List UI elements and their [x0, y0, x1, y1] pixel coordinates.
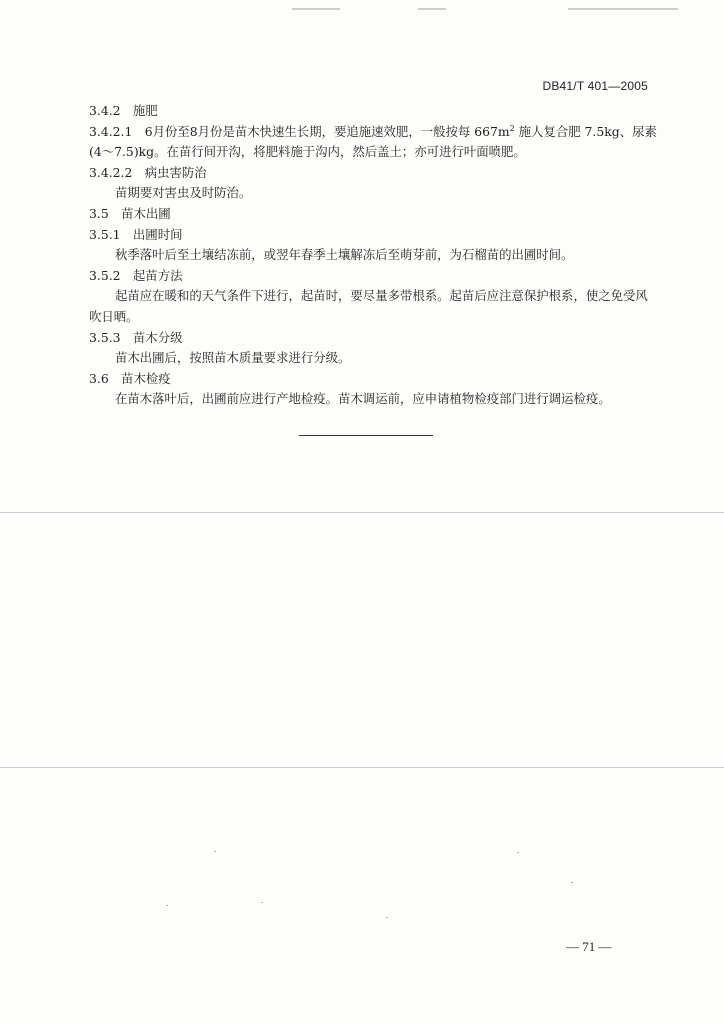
end-of-text-rule — [299, 435, 433, 436]
scan-speckle — [517, 852, 519, 853]
paragraph-3-5-1: 秋季落叶后至土壤结冻前，或翌年春季土壤解冻后至萌芽前，为石榴苗的出圃时间。 — [115, 247, 574, 263]
section-heading-3-5-3: 3.5.3 苗木分级 — [89, 329, 183, 345]
paragraph-3-4-2-1-line-1 — [89, 122, 657, 143]
scan-speckle — [571, 882, 573, 883]
paragraph-3-4-2-1-text-end: 施人复合肥 7.5kg、尿素 — [514, 123, 657, 139]
scan-speckle — [214, 851, 216, 852]
section-heading-3-5-1: 3.5.1 出圃时间 — [89, 226, 183, 242]
section-heading-3-4-2-2: 3.4.2.2 病虫害防治 — [89, 164, 207, 180]
paragraph-3-5-3: 苗木出圃后，按照苗木质量要求进行分级。 — [115, 350, 351, 366]
scan-artifact-top — [0, 8, 724, 14]
scan-speckle — [166, 905, 168, 906]
section-heading-3-4-2: 3.4.2 施肥 — [89, 103, 158, 118]
section-heading-3-5-2: 3.5.2 起苗方法 — [89, 267, 183, 283]
document-body — [89, 101, 657, 410]
standard-code: DB41/T 401—2005 — [542, 79, 648, 93]
scan-speckle — [261, 902, 263, 903]
paragraph-3-4-2-1-text: 3.4.2.1 6月份至8月份是苗木快速生长期，要追施速效肥，一般按每 667m — [89, 123, 510, 139]
scan-fold-line-1 — [0, 512, 724, 513]
paragraph-3-5-2: 起苗应在暖和的天气条件下进行，起苗时，要尽量多带根系。起苗后应注意保护根系，使之免受风吹日晒。 — [89, 288, 648, 324]
scan-speckle — [386, 917, 388, 918]
scan-fold-line-2 — [0, 767, 724, 768]
section-heading-3-5: 3.5 苗木出圃 — [89, 205, 171, 221]
paragraph-3-4-2-1-line-2: (4～7.5)kg。在苗行间开沟，将肥料施于沟内，然后盖土；亦可进行叶面喷肥。 — [89, 144, 526, 160]
paragraph-3-4-2-2: 苗期要对害虫及时防治。 — [115, 185, 252, 201]
page-number: — 71 — — [566, 939, 612, 954]
paragraph-3-6: 在苗木落叶后，出圃前应进行产地检疫。苗木调运前，应申请植物检疫部门进行调运检疫。 — [115, 391, 611, 407]
area-unit-superscript: 2 — [509, 123, 515, 133]
section-heading-3-6: 3.6 苗木检疫 — [89, 370, 171, 386]
